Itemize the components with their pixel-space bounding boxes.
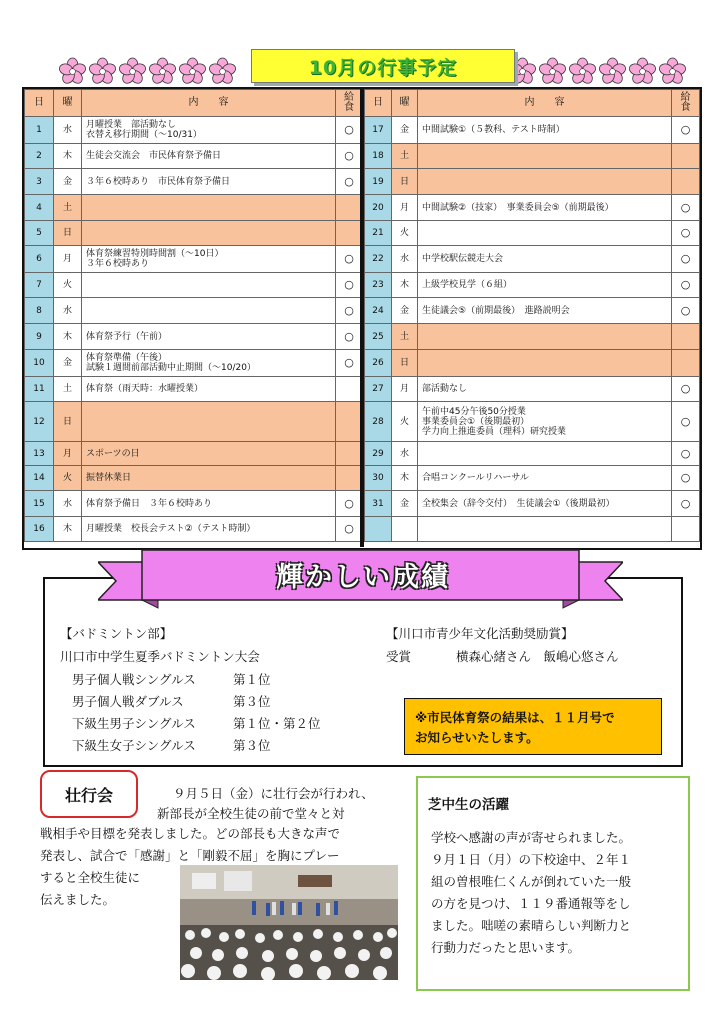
schedule-row: [365, 466, 700, 491]
day-cell: 24: [365, 298, 392, 324]
award-recipients: 横森心緒さん 飯嶋心悠さん: [456, 649, 619, 664]
schedule-row: [25, 491, 363, 517]
event-cell: [418, 517, 672, 542]
schedule-row: [25, 466, 363, 491]
event-cell: [418, 117, 672, 144]
result-place: 第１位・第２位: [233, 716, 321, 731]
schedule-row: [25, 195, 363, 221]
weekday-cell: 木: [54, 144, 82, 169]
weekday-cell: 木: [392, 273, 418, 298]
award-label: 受賞: [386, 649, 412, 664]
lunch-cell: [336, 195, 363, 221]
weekday-cell: 金: [54, 350, 82, 377]
event-cell: [418, 144, 672, 169]
day-cell: 16: [25, 517, 54, 542]
flower-icon: [118, 54, 147, 88]
event-cell: [418, 221, 672, 246]
event-cell: [82, 491, 336, 517]
day-cell: 11: [25, 377, 54, 402]
shiba-line: ました。咄嗟の素晴らしい判断力と: [431, 918, 632, 933]
lunch-cell: [336, 402, 363, 442]
schedule-row: [365, 324, 700, 350]
weekday-cell: 月: [54, 442, 82, 466]
header-lunch: 給 食: [672, 90, 700, 117]
day-cell: 13: [25, 442, 54, 466]
flower-icon: [538, 54, 567, 88]
header-day: 日: [25, 90, 54, 117]
lunch-cell: ○: [336, 517, 363, 542]
event-text: ３年６校時あり 市民体育祭予備日: [86, 176, 231, 187]
weekday-cell: 水: [54, 117, 82, 144]
day-cell: [365, 517, 392, 542]
schedule-row: [365, 246, 700, 273]
weekday-cell: 日: [392, 169, 418, 195]
event-text: 振替休業日: [86, 473, 132, 483]
weekday-cell: 火: [392, 402, 418, 442]
event-cell: [82, 246, 336, 273]
event-text: 午前中45分午後50分授業: [422, 406, 526, 417]
weekday-cell: 土: [54, 195, 82, 221]
schedule-row: [365, 273, 700, 298]
schedule-row: [25, 402, 363, 442]
lunch-cell: [672, 324, 700, 350]
day-cell: 22: [365, 246, 392, 273]
title-box: [251, 49, 515, 83]
event-text: 学力向上推進委員（理科）研究授業: [422, 426, 567, 437]
event-cell: [82, 221, 336, 246]
day-cell: 23: [365, 273, 392, 298]
event-cell: [82, 517, 336, 542]
event-cell: [82, 324, 336, 350]
event-text: 月曜授業 部活動なし: [86, 120, 177, 130]
rally-line: 発表し、試合で「感謝」と「剛毅不屈」を胸にプレー: [40, 848, 340, 863]
day-cell: 12: [25, 402, 54, 442]
event-text: 全校集会（辞令交付） 生徒議会①（後期最初）: [422, 498, 615, 509]
rally-label: 壮行会: [40, 770, 138, 818]
header-dow: 曜: [392, 90, 418, 117]
weekday-cell: 木: [54, 517, 82, 542]
flower-icon: [88, 54, 117, 88]
weekday-cell: 木: [392, 466, 418, 491]
weekday-cell: 金: [392, 298, 418, 324]
header-lunch: 給 食: [336, 90, 363, 117]
event-text: 中間試験①（５教科、テスト時制）: [422, 125, 565, 135]
event-cell: [82, 273, 336, 298]
day-cell: 30: [365, 466, 392, 491]
day-cell: 4: [25, 195, 54, 221]
lunch-cell: ○: [336, 491, 363, 517]
schedule-row: [25, 442, 363, 466]
achievements-title: 輝かしい成績: [276, 562, 450, 593]
award-name: 【川口市青少年文化活動奨励賞】: [386, 626, 574, 641]
event-text: 生徒議会⑤（前期最後） 進路説明会: [422, 305, 570, 316]
rally-line: すると全校生徒に: [40, 870, 141, 885]
weekday-cell: 金: [54, 169, 82, 195]
event-cell: [418, 350, 672, 377]
day-cell: 9: [25, 324, 54, 350]
day-cell: 14: [25, 466, 54, 491]
event-cell: [418, 442, 672, 466]
schedule-row: [365, 298, 700, 324]
lunch-cell: ○: [672, 442, 700, 466]
event-cell: [82, 195, 336, 221]
day-cell: 28: [365, 402, 392, 442]
day-cell: 31: [365, 491, 392, 517]
event-cell: [82, 377, 336, 402]
shiba-line: の方を見つけ、１１９番通報等をし: [431, 896, 631, 911]
lunch-cell: ○: [672, 117, 700, 144]
event-text: 上級学校見学（６組）: [422, 280, 513, 290]
schedule-row: [25, 144, 363, 169]
lunch-cell: ○: [336, 324, 363, 350]
schedule-row: [25, 273, 363, 298]
schedule-row: [25, 350, 363, 377]
lunch-cell: ○: [336, 350, 363, 377]
day-cell: 19: [365, 169, 392, 195]
event-text: ３年６校時あり: [86, 259, 150, 269]
day-cell: 25: [365, 324, 392, 350]
event-text: 合唱コンクールリハーサル: [422, 473, 529, 483]
lunch-cell: ○: [336, 144, 363, 169]
day-cell: 15: [25, 491, 54, 517]
event-text: 中間試験②（技家） 事業委員会⑤（前期最後）: [422, 202, 614, 213]
day-cell: 2: [25, 144, 54, 169]
result-place: 第１位: [233, 672, 271, 687]
lunch-cell: ○: [672, 195, 700, 221]
schedule-row: [25, 221, 363, 246]
schedule-table-frame: [22, 87, 702, 550]
weekday-cell: 土: [392, 144, 418, 169]
schedule-row: [365, 491, 700, 517]
lunch-cell: ○: [672, 298, 700, 324]
event-cell: [82, 169, 336, 195]
note-box: [404, 698, 662, 755]
weekday-cell: 火: [54, 273, 82, 298]
event-cell: [82, 466, 336, 491]
flower-icon: [598, 54, 627, 88]
lunch-cell: ○: [672, 491, 700, 517]
schedule-row: [25, 517, 363, 542]
schedule-row: [365, 169, 700, 195]
rally-photo: [180, 865, 398, 980]
flower-icon: [178, 54, 207, 88]
flower-icon: [58, 54, 87, 88]
schedule-row: [365, 442, 700, 466]
lunch-cell: [672, 169, 700, 195]
event-cell: [82, 402, 336, 442]
schedule-row: [365, 144, 700, 169]
note-line: ※市民体育祭の結果は、１１月号で: [415, 710, 615, 725]
schedule-row: [25, 246, 363, 273]
day-cell: 3: [25, 169, 54, 195]
event-cell: [418, 273, 672, 298]
lunch-cell: ○: [672, 402, 700, 442]
day-cell: 5: [25, 221, 54, 246]
header-content: 内 容: [418, 90, 672, 117]
event-cell: [418, 324, 672, 350]
weekday-cell: 金: [392, 491, 418, 517]
day-cell: 29: [365, 442, 392, 466]
weekday-cell: 火: [54, 466, 82, 491]
event-cell: [82, 144, 336, 169]
schedule-table-left: [24, 89, 363, 542]
lunch-cell: ○: [336, 169, 363, 195]
rally-line: 伝えました。: [40, 892, 116, 907]
result-place: 第３位: [233, 694, 271, 709]
result-place: 第３位: [233, 738, 271, 753]
schedule-row: [25, 169, 363, 195]
lunch-cell: [672, 517, 700, 542]
weekday-cell: 日: [392, 350, 418, 377]
weekday-cell: 木: [54, 324, 82, 350]
rally-line: 新部長が全校生徒の前で堂々と対: [157, 806, 345, 821]
note-line: お知らせいたします。: [415, 730, 539, 745]
day-cell: 27: [365, 377, 392, 402]
event-text: 月曜授業 校長会テスト②（テスト時制）: [86, 524, 256, 534]
page-title: 10月の行事予定: [308, 56, 458, 79]
day-cell: 7: [25, 273, 54, 298]
schedule-table-right: [364, 89, 700, 542]
event-text: 中学校駅伝競走大会: [422, 254, 504, 264]
event-cell: [418, 491, 672, 517]
lunch-cell: [336, 442, 363, 466]
day-cell: 1: [25, 117, 54, 144]
flower-icon: [628, 54, 657, 88]
lunch-cell: ○: [336, 273, 363, 298]
event-text: 体育祭練習特別時間割（～10日）: [86, 249, 224, 259]
badminton-club: 【バドミントン部】: [60, 626, 173, 641]
event-cell: [82, 298, 336, 324]
weekday-cell: 土: [54, 377, 82, 402]
day-cell: 8: [25, 298, 54, 324]
day-cell: 6: [25, 246, 54, 273]
lunch-cell: [672, 350, 700, 377]
schedule-row: [25, 324, 363, 350]
event-text: 体育祭予備日 ３年６校時あり: [86, 498, 213, 509]
schedule-row: [25, 117, 363, 144]
day-cell: 17: [365, 117, 392, 144]
event-text: 体育祭（雨天時：水曜授業）: [86, 384, 204, 394]
flower-icon: [148, 54, 177, 88]
flower-icon: [208, 54, 237, 88]
shiba-line: 組の曽根唯仁くんが倒れていた一般: [431, 874, 632, 889]
event-text: 試験１週間前部活動中止期間（～10/20）: [86, 363, 256, 373]
schedule-row: [365, 117, 700, 144]
weekday-cell: [392, 517, 418, 542]
day-cell: 21: [365, 221, 392, 246]
schedule-row: [365, 517, 700, 542]
header-dow: 曜: [54, 90, 82, 117]
event-text: 生徒会交流会 市民体育祭予備日: [86, 151, 222, 161]
weekday-cell: 水: [392, 246, 418, 273]
lunch-cell: ○: [336, 117, 363, 144]
weekday-cell: 火: [392, 221, 418, 246]
event-cell: [418, 195, 672, 221]
lunch-cell: ○: [672, 273, 700, 298]
flower-icon: [568, 54, 597, 88]
weekday-cell: 水: [54, 491, 82, 517]
result-event: 男子個人戦シングルス: [72, 672, 196, 687]
schedule-row: [365, 377, 700, 402]
schedule-row: [365, 350, 700, 377]
weekday-cell: 月: [392, 195, 418, 221]
event-cell: [418, 466, 672, 491]
lunch-cell: ○: [672, 221, 700, 246]
schedule-row: [365, 221, 700, 246]
event-text: 体育祭予行（午前）: [86, 331, 168, 342]
shiba-line: ９月１日（月）の下校途中、２年１: [431, 852, 632, 867]
event-text: スポーツの日: [86, 448, 140, 459]
day-cell: 20: [365, 195, 392, 221]
event-text: 衣替え移行期間（～10/31）: [86, 130, 202, 140]
lunch-cell: [672, 144, 700, 169]
header-content: 内 容: [82, 90, 336, 117]
schedule-row: [365, 195, 700, 221]
event-cell: [418, 246, 672, 273]
lunch-cell: ○: [672, 466, 700, 491]
event-text: 事業委員会①（後期最初）: [422, 416, 530, 427]
event-cell: [418, 169, 672, 195]
shiba-line: 行動力だったと思います。: [431, 940, 581, 955]
event-text: 体育祭準備（午後）: [86, 353, 168, 363]
event-cell: [418, 377, 672, 402]
lunch-cell: [336, 377, 363, 402]
shiba-line: 学校へ感謝の声が寄せられました。: [431, 830, 632, 845]
lunch-cell: [336, 466, 363, 491]
shiba-title: 芝中生の活躍: [428, 797, 509, 813]
header-day: 日: [365, 90, 392, 117]
weekday-cell: 月: [54, 246, 82, 273]
schedule-row: [25, 298, 363, 324]
weekday-cell: 日: [54, 402, 82, 442]
weekday-cell: 月: [392, 377, 418, 402]
shiba-body: [431, 827, 631, 959]
weekday-cell: 金: [392, 117, 418, 144]
result-event: 下級生女子シングルス: [72, 738, 196, 753]
badminton-tournament: 川口市中学生夏季バドミントン大会: [60, 649, 260, 664]
event-cell: [418, 298, 672, 324]
lunch-cell: [336, 221, 363, 246]
lunch-cell: ○: [672, 377, 700, 402]
result-event: 下級生男子シングルス: [72, 716, 196, 731]
event-cell: [82, 117, 336, 144]
event-cell: [418, 402, 672, 442]
result-event: 男子個人戦ダブルス: [72, 694, 184, 709]
lunch-cell: ○: [336, 246, 363, 273]
weekday-cell: 水: [392, 442, 418, 466]
flower-icon: [658, 54, 687, 88]
rally-line: ９月５日（金）に壮行会が行われ、: [173, 786, 374, 801]
day-cell: 26: [365, 350, 392, 377]
lunch-cell: ○: [336, 298, 363, 324]
day-cell: 18: [365, 144, 392, 169]
lunch-cell: ○: [672, 246, 700, 273]
event-cell: [82, 442, 336, 466]
event-cell: [82, 350, 336, 377]
weekday-cell: 水: [54, 298, 82, 324]
schedule-row: [25, 377, 363, 402]
rally-line: 戦相手や目標を発表しました。どの部長も大きな声で: [40, 826, 341, 841]
weekday-cell: 土: [392, 324, 418, 350]
weekday-cell: 日: [54, 221, 82, 246]
event-text: 部活動なし: [422, 384, 468, 394]
schedule-row: [365, 402, 700, 442]
day-cell: 10: [25, 350, 54, 377]
